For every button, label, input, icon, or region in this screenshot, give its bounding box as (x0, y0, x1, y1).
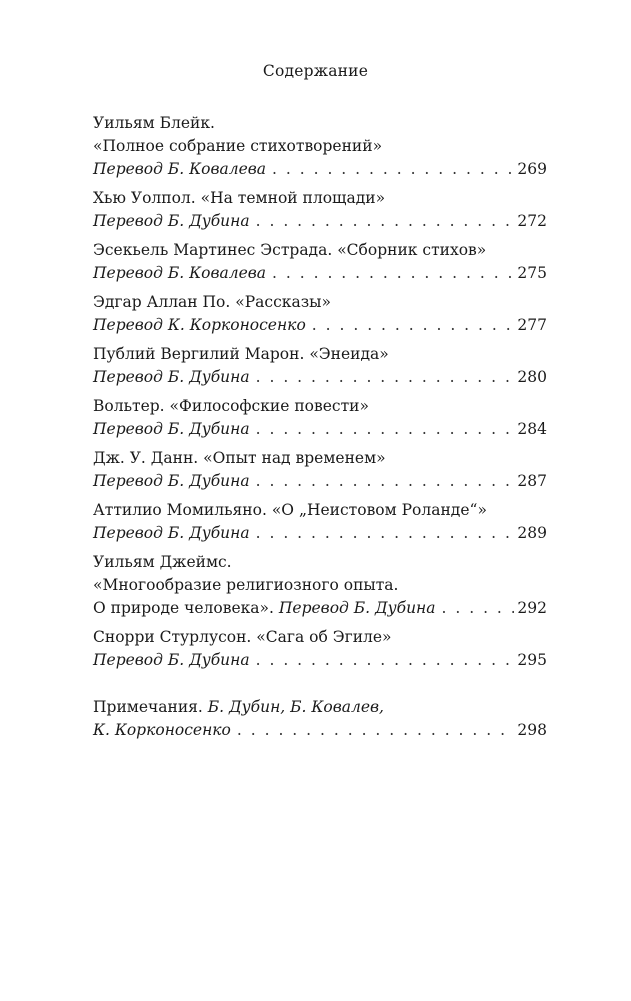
translator-credit: Перевод Б. Дубина (93, 420, 250, 438)
page-title: Содержание (262, 62, 369, 80)
table-of-contents (93, 112, 547, 748)
entry-translator-row (93, 158, 547, 181)
entry-title-line: Уильям Блейк. (93, 114, 215, 132)
entry-title-line: Вольтер. «Философские повести» (93, 397, 369, 415)
entry-title-line: «Полное собрание стихотворений» (93, 137, 383, 155)
translator-credit: Перевод Б. Дубина (93, 651, 250, 669)
page-number: 289 (517, 524, 547, 542)
entry-title-line: Хью Уолпол. «На темной площади» (93, 189, 386, 207)
dot-leader (256, 649, 515, 672)
page-number: 284 (517, 420, 547, 438)
toc-entry (93, 395, 547, 441)
entry-translator-row (93, 649, 547, 672)
toc-entry (93, 239, 547, 285)
toc-entry (93, 447, 547, 493)
page-number: 292 (517, 599, 547, 617)
entry-translator-row (93, 262, 547, 285)
page-number: 287 (517, 472, 547, 490)
translator-credit: Перевод Б. Ковалева (93, 160, 267, 178)
translator-credit: Перевод Б. Дубина (93, 524, 250, 542)
entry-title-line: Эдгар Аллан По. «Рассказы» (93, 293, 331, 311)
page-number: 280 (517, 368, 547, 386)
page-number: 295 (517, 651, 547, 669)
toc-entry (93, 499, 547, 545)
toc-entry (93, 343, 547, 389)
dot-leader (272, 158, 514, 181)
entry-title-line: Аттилио Момильяно. «О „Неистовом Роланде“» (93, 501, 487, 519)
dot-leader (256, 470, 515, 493)
page-number: 277 (517, 316, 547, 334)
toc-entry (93, 551, 547, 620)
dot-leader (256, 210, 515, 233)
page-number: 272 (517, 212, 547, 230)
toc-entry (93, 626, 547, 672)
entry-translator-row (93, 597, 547, 620)
toc-entry (93, 112, 547, 181)
entry-translator-row (93, 418, 547, 441)
notes-label: Примечания. (93, 698, 208, 716)
entry-title-line: Дж. У. Данн. «Опыт над временем» (93, 449, 386, 467)
translator-credit: Перевод Б. Дубина (278, 599, 436, 617)
dot-leader (237, 719, 515, 742)
translator-credit: Перевод Б. Дубина (93, 212, 250, 230)
notes-authors: Б. Дубин, Б. Ковалев, (207, 698, 384, 716)
dot-leader (256, 418, 515, 441)
dot-leader (312, 314, 515, 337)
dot-leader (256, 522, 515, 545)
entry-title-line: Уильям Джеймс. (93, 553, 232, 571)
entry-title-line: Публий Вергилий Марон. «Энеида» (93, 345, 389, 363)
translator-credit: Перевод Б. Дубина (93, 472, 250, 490)
dot-leader (256, 366, 515, 389)
entry-translator-row (93, 470, 547, 493)
toc-entry (93, 187, 547, 233)
translator-credit: Перевод Б. Ковалева (93, 264, 267, 282)
notes-entry (93, 696, 547, 742)
page-number: 275 (517, 264, 547, 282)
notes-row (93, 719, 547, 742)
entry-title-line: Снорри Стурлусон. «Сага об Эгиле» (93, 628, 392, 646)
notes-title-line (93, 696, 547, 719)
translator-credit: Перевод Б. Дубина (93, 368, 250, 386)
toc-entry (93, 291, 547, 337)
entry-title-line: «Многообразие религиозного опыта. (93, 576, 399, 594)
notes-authors-continued: К. Корконосенко (93, 721, 231, 739)
dot-leader (272, 262, 514, 285)
page-number: 269 (517, 160, 547, 178)
entry-title-line: Эсекьель Мартинес Эстрада. «Сборник стихов» (93, 241, 487, 259)
entry-translator-row (93, 522, 547, 545)
entry-translator-row (93, 210, 547, 233)
entry-title-lead: О природе человека». (93, 599, 279, 617)
translator-credit: Перевод К. Корконосенко (93, 316, 306, 334)
dot-leader (442, 597, 515, 620)
page-number: 298 (517, 721, 547, 739)
entry-translator-row (93, 366, 547, 389)
entry-translator-row (93, 314, 547, 337)
